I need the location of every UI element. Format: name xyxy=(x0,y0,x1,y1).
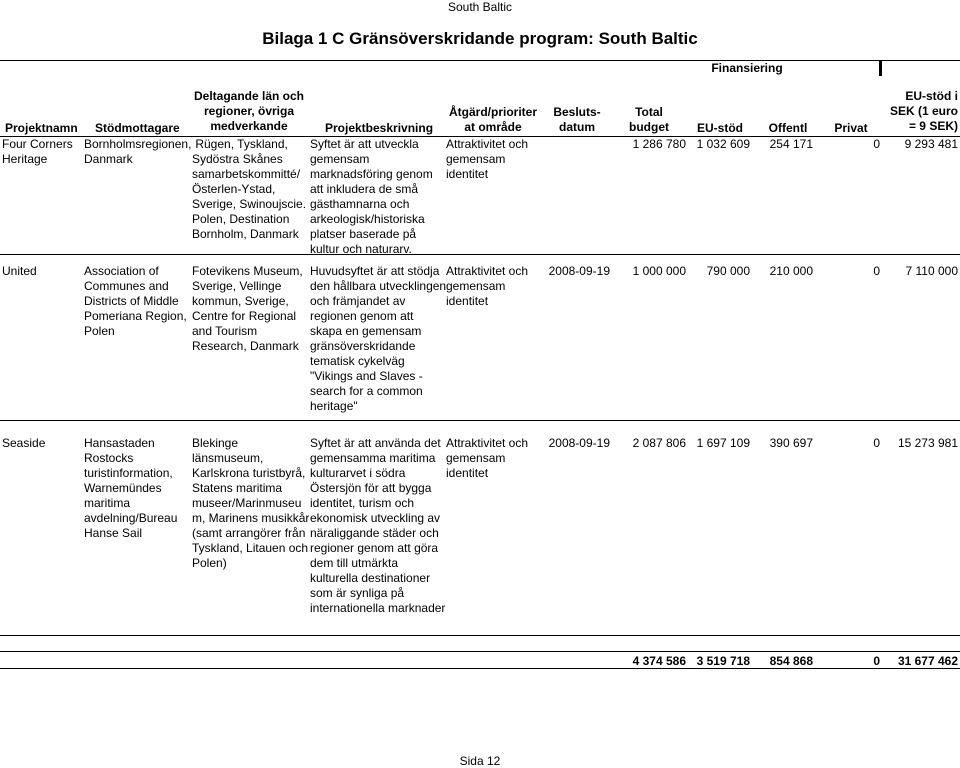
cell-projektnamn: Four Corners Heritage xyxy=(2,137,73,166)
row-rule xyxy=(0,420,960,421)
cell-beskrivning: Syftet är att använda det gemensamma maritima kulturarvet i södra Östersjön för att bygga identitet, turism och ekonomisk utveckling av näraliggande städer och regioner genom att göra dem till utmärkta kulturella destinationer som är synliga på internationella marknader xyxy=(310,436,446,615)
total-offentl: 854 868 xyxy=(769,654,813,668)
col-eu-stod: EU-stöd xyxy=(697,121,743,135)
cell-atgard: Attraktivitet och gemensam identitet xyxy=(446,436,529,480)
cell-eu: 1 697 109 xyxy=(696,436,750,450)
cell-atgard: Attraktivitet och gemensam identitet xyxy=(446,137,529,181)
cell-projektnamn: Seaside xyxy=(2,436,46,450)
cell-datum: 2008-09-19 xyxy=(548,436,610,450)
cell-deltagande: Rügen, Tyskland, Sydöstra Skånes samarbetskommitté/ Österlen-Ystad, Sverige, Swinoujscie. Polen, Destination Bornholm, Danmark xyxy=(192,137,307,241)
row-rule xyxy=(0,635,960,636)
col-stodmottagare: Stödmottagare xyxy=(95,121,180,135)
total-total: 4 374 586 xyxy=(632,654,686,668)
cell-total: 2 087 806 xyxy=(632,436,686,450)
cell-atgard: Attraktivitet och gemensam identitet xyxy=(446,264,529,308)
cell-projektnamn: United xyxy=(2,264,37,278)
col-privat: Privat xyxy=(834,121,868,135)
cell-beskrivning: Huvudsyftet är att stödja den hållbara utvecklingen och främjandet av regionen genom att skapa en gemensam gränsöverskridande tematisk cykelväg "Vikings and Slaves - search for a common heritage" xyxy=(310,264,447,413)
col-projektbeskrivning: Projektbeskrivning xyxy=(325,121,434,135)
cell-offentl: 254 171 xyxy=(769,137,813,151)
col-deltagande: Deltagande län och regioner, övriga medverkande xyxy=(193,89,305,133)
cell-eu: 1 032 609 xyxy=(696,137,750,151)
total-sek: 31 677 462 xyxy=(897,654,958,668)
finansiering-right-marker xyxy=(879,60,882,76)
col-beslutsdatum: Besluts- datum xyxy=(553,105,601,134)
cell-privat: 0 xyxy=(873,137,880,151)
page-title: Bilaga 1 C Gränsöverskridande program: South Baltic xyxy=(262,29,698,48)
cell-stodmottagare: Association of Communes and Districts of Middle Pomeriana Region, Polen xyxy=(84,264,187,338)
cell-stodmottagare: Bornholmsregionen, Danmark xyxy=(84,137,192,166)
cell-deltagande: Blekinge länsmuseum, Karlskrona turistbyrå, Statens maritima museer/Marinmuseu m, Marinens musikkår (samt arrangörer från Tyskland, Litauen och Polen) xyxy=(192,436,310,570)
cell-offentl: 210 000 xyxy=(769,264,813,278)
cell-sek: 15 273 981 xyxy=(897,436,958,450)
cell-eu: 790 000 xyxy=(706,264,750,278)
totals-top-rule xyxy=(0,651,960,652)
cell-deltagande: Fotevikens Museum, Sverige, Vellinge kommun, Sverige, Centre for Regional and Tourism Research, Danmark xyxy=(192,264,303,353)
col-total-budget: Total budget xyxy=(629,105,669,134)
cell-stodmottagare: Hansastaden Rostocks turistinformation, Warnemündes maritima avdelning/Bureau Hanse Sail xyxy=(84,436,178,540)
totals-bottom-rule xyxy=(0,668,960,669)
running-header: South Baltic xyxy=(447,0,513,14)
col-atgard: Åtgärd/prioriter at område xyxy=(448,105,537,134)
cell-sek: 7 110 000 xyxy=(905,264,958,278)
total-eu: 3 519 718 xyxy=(696,654,750,668)
col-projektnamn: Projektnamn xyxy=(5,121,78,135)
col-eu-stod-sek: EU-stöd i SEK (1 euro = 9 SEK) xyxy=(889,89,958,133)
total-privat: 0 xyxy=(873,654,880,668)
cell-total: 1 286 780 xyxy=(632,137,686,151)
cell-total: 1 000 000 xyxy=(632,264,686,278)
cell-privat: 0 xyxy=(873,436,880,450)
cell-beskrivning: Syftet är att utveckla gemensam marknadsföring genom att inkludera de små gästhamnarna och arkeologisk/historiska platser baserade på kultur och naturarv. xyxy=(310,137,433,256)
cell-offentl: 390 697 xyxy=(769,436,813,450)
cell-privat: 0 xyxy=(873,264,880,278)
finansiering-header: Finansiering xyxy=(711,61,783,75)
col-offentl: Offentl xyxy=(768,121,808,135)
row-rule xyxy=(0,254,960,255)
cell-sek: 9 293 481 xyxy=(904,137,958,151)
cell-datum: 2008-09-19 xyxy=(548,264,610,278)
page-footer: Sida 12 xyxy=(459,754,501,768)
